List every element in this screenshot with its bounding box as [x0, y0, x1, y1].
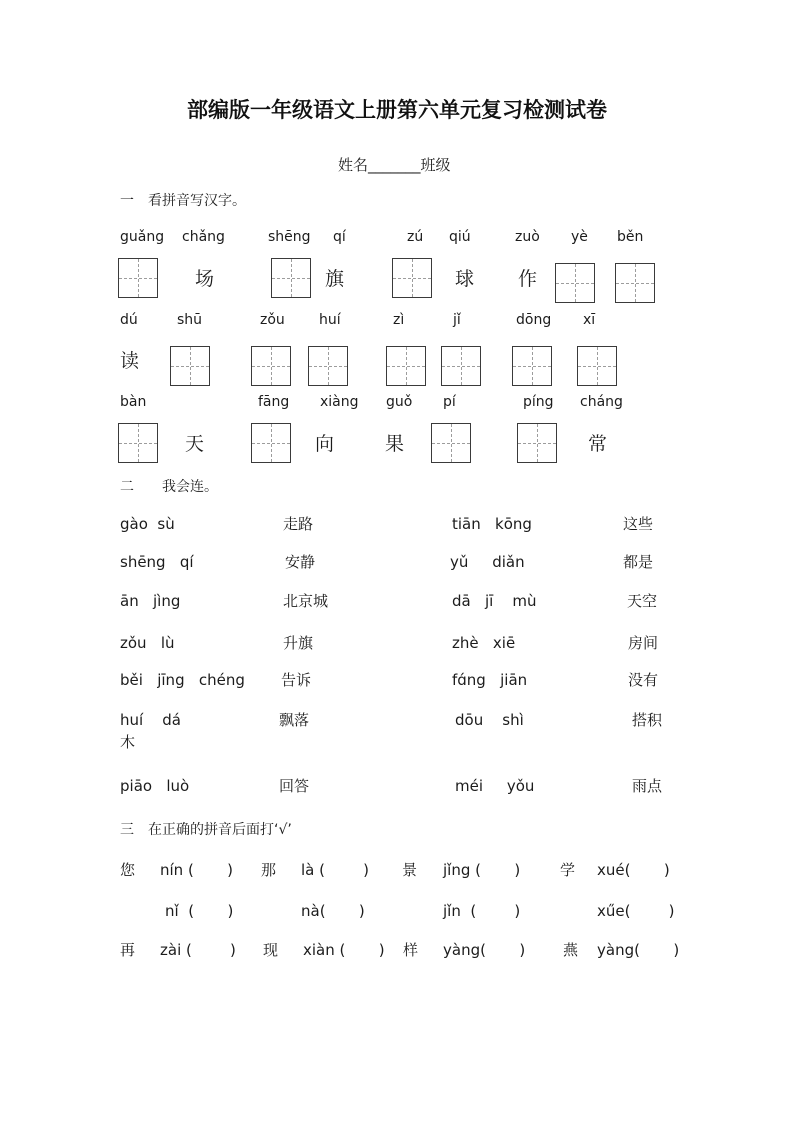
pinyin-label: jǐ — [453, 312, 461, 328]
pinyin-label: huí — [319, 312, 341, 328]
match-left-word: 告诉 — [281, 671, 312, 689]
match-left-pinyin: běi jīng chéng — [120, 671, 245, 689]
writing-grid-box — [118, 258, 158, 298]
writing-grid-box — [251, 346, 291, 386]
writing-grid-box — [577, 346, 617, 386]
match-right-word: 雨点 — [632, 777, 663, 795]
writing-grid-box — [386, 346, 426, 386]
match-right-word: 这些 — [623, 515, 654, 533]
match-right-word: 天空 — [627, 592, 658, 610]
name-class-line: 姓名_______班级 — [338, 156, 451, 174]
match-right-word-wrap: 木 — [120, 733, 136, 751]
pinyin-label: qiú — [449, 229, 471, 245]
pinyin-option: yàng( ) — [597, 941, 680, 959]
pinyin-option: jǐn ( ) — [443, 902, 521, 920]
answer-char: 学 — [560, 861, 576, 879]
hanzi-char: 天 — [185, 433, 205, 455]
match-right-pinyin: dā jī mù — [452, 592, 537, 610]
pinyin-label: bàn — [120, 394, 147, 410]
match-right-pinyin: yǔ diǎn — [450, 553, 525, 571]
pinyin-option: nǐ ( ) — [165, 902, 234, 920]
match-right-pinyin: fɑ́ng jiān — [452, 671, 528, 689]
pinyin-label: xiàng — [320, 394, 359, 410]
answer-char: 现 — [263, 941, 279, 959]
writing-grid-box — [512, 346, 552, 386]
match-right-word: 搭积 — [632, 711, 663, 729]
match-left-pinyin: huí dá — [120, 711, 181, 729]
pinyin-option: jǐng ( ) — [443, 861, 521, 879]
match-right-word: 没有 — [628, 671, 659, 689]
match-left-word: 升旗 — [283, 634, 314, 652]
answer-char: 景 — [402, 861, 418, 879]
pinyin-option: xué( ) — [597, 861, 670, 879]
hanzi-char: 球 — [455, 268, 475, 290]
pinyin-label: zuò — [515, 229, 540, 245]
pinyin-label: fāng — [258, 394, 290, 410]
writing-grid-box — [170, 346, 210, 386]
match-left-word: 走路 — [283, 515, 314, 533]
pinyin-label: guǒ — [386, 394, 413, 410]
writing-grid-box — [555, 263, 595, 303]
match-left-word: 回答 — [279, 777, 310, 795]
pinyin-option: xiàn ( ) — [303, 941, 385, 959]
answer-char: 燕 — [563, 941, 579, 959]
pinyin-option: xűe( ) — [597, 902, 675, 920]
pinyin-label: qí — [333, 229, 346, 245]
hanzi-char: 果 — [385, 433, 405, 455]
match-left-pinyin: piāo luò — [120, 777, 190, 795]
hanzi-char: 读 — [120, 350, 140, 372]
hanzi-char: 作 — [518, 268, 538, 290]
section-heading: 三 在正确的拼音后面打‘√’ — [120, 822, 292, 838]
pinyin-option: zài ( ) — [160, 941, 236, 959]
writing-grid-box — [517, 423, 557, 463]
match-right-word: 都是 — [623, 553, 654, 571]
hanzi-char: 场 — [195, 268, 215, 290]
pinyin-label: pí — [443, 394, 456, 410]
match-right-word: 房间 — [628, 634, 659, 652]
match-right-pinyin: méi yǒu — [455, 777, 535, 795]
match-left-pinyin: ān jìng — [120, 592, 181, 610]
pinyin-label: dú — [120, 312, 138, 328]
pinyin-label: zǒu — [260, 312, 285, 328]
match-right-pinyin: zhè xiē — [452, 634, 516, 652]
writing-grid-box — [441, 346, 481, 386]
answer-char: 那 — [261, 861, 277, 879]
worksheet-title: 部编版一年级语文上册第六单元复习检测试卷 — [187, 98, 607, 122]
pinyin-option: nín ( ) — [160, 861, 234, 879]
writing-grid-box — [271, 258, 311, 298]
match-left-word: 安静 — [285, 553, 316, 571]
pinyin-option: nà( ) — [301, 902, 365, 920]
match-left-pinyin: gào sù — [120, 515, 175, 533]
pinyin-label: cháng — [580, 394, 623, 410]
pinyin-label: běn — [617, 229, 644, 245]
match-left-word: 北京城 — [283, 592, 329, 610]
pinyin-label: guǎng — [120, 229, 165, 245]
match-left-word: 飘落 — [279, 711, 310, 729]
section-heading: 二 我会连。 — [120, 479, 218, 495]
answer-char: 您 — [120, 861, 136, 879]
match-left-pinyin: shēng qí — [120, 553, 194, 571]
writing-grid-box — [308, 346, 348, 386]
writing-grid-box — [431, 423, 471, 463]
pinyin-label: dōng — [516, 312, 552, 328]
writing-grid-box — [392, 258, 432, 298]
pinyin-label: shēng — [268, 229, 311, 245]
match-right-pinyin: tiān kōng — [452, 515, 532, 533]
answer-char: 再 — [120, 941, 136, 959]
pinyin-label: zì — [393, 312, 405, 328]
hanzi-char: 常 — [588, 433, 608, 455]
pinyin-label: píng — [523, 394, 554, 410]
match-left-pinyin: zǒu lù — [120, 634, 175, 652]
pinyin-label: shū — [177, 312, 203, 328]
answer-char: 样 — [403, 941, 419, 959]
pinyin-option: yàng( ) — [443, 941, 526, 959]
pinyin-option: là ( ) — [301, 861, 369, 879]
pinyin-label: yè — [571, 229, 588, 245]
match-right-pinyin: dōu shì — [455, 711, 524, 729]
hanzi-char: 旗 — [325, 268, 345, 290]
section-heading: 一 看拼音写汉字。 — [120, 193, 246, 209]
hanzi-char: 向 — [315, 433, 335, 455]
pinyin-label: chǎng — [182, 229, 225, 245]
pinyin-label: xī — [583, 312, 596, 328]
writing-grid-box — [251, 423, 291, 463]
pinyin-label: zú — [407, 229, 424, 245]
writing-grid-box — [615, 263, 655, 303]
writing-grid-box — [118, 423, 158, 463]
